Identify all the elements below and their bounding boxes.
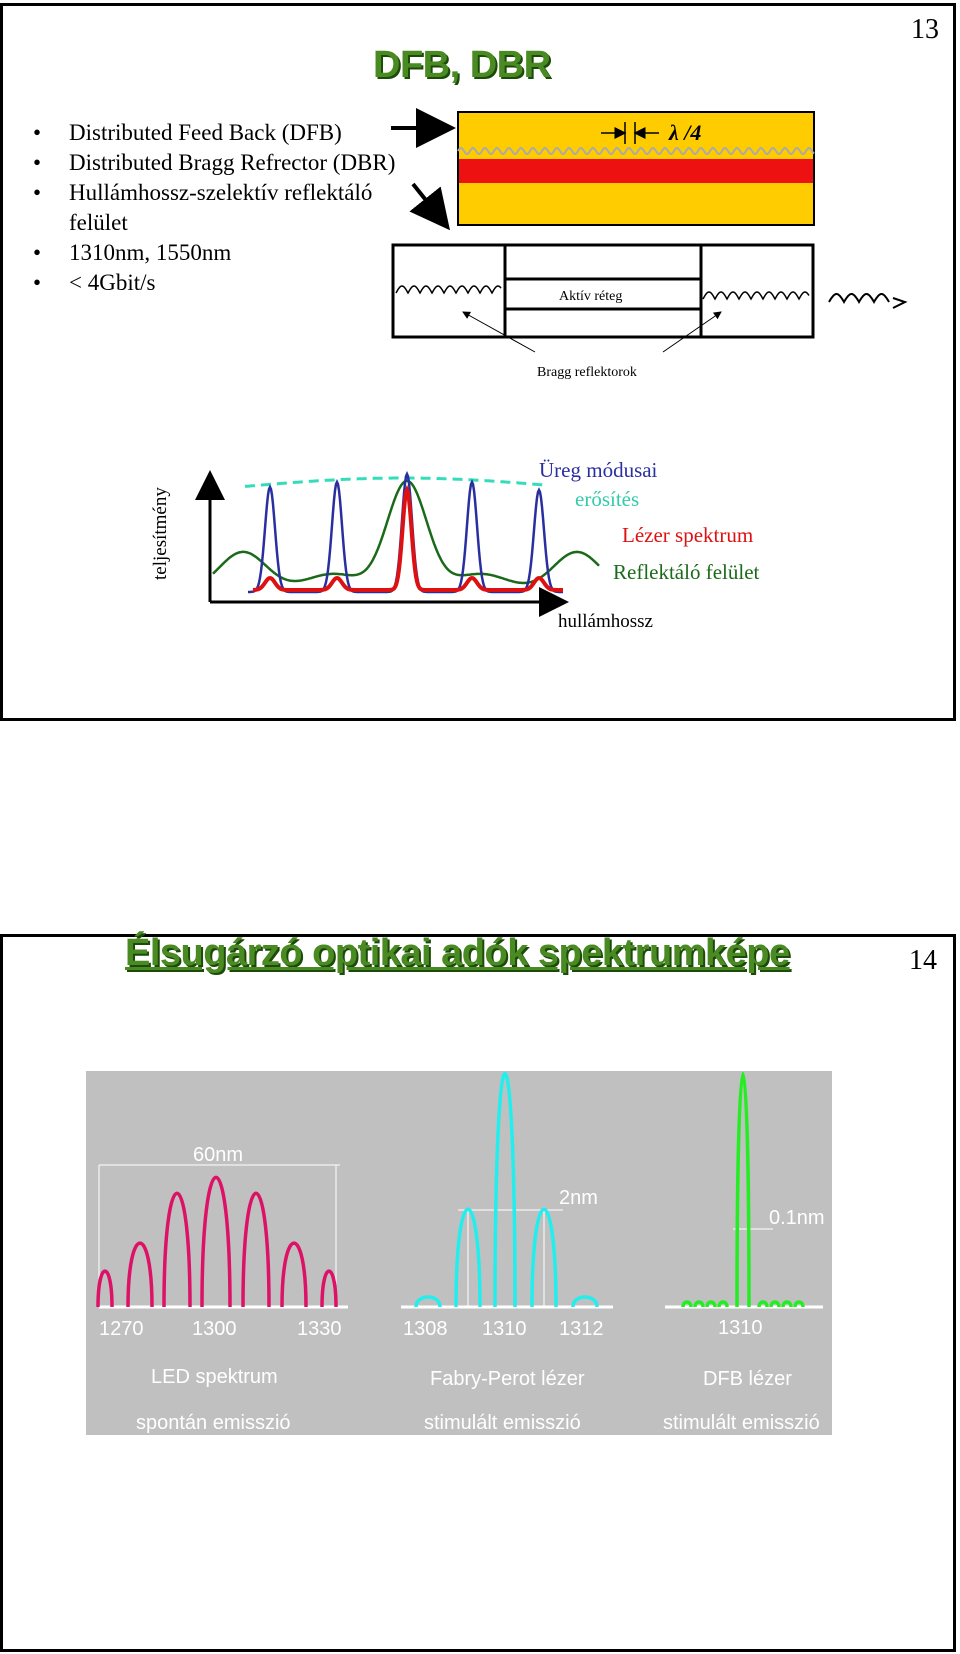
- led-width-label: 60nm: [193, 1144, 244, 1166]
- legend-reflector: Reflektáló felület: [613, 560, 760, 584]
- led-name: LED spektrum: [151, 1366, 278, 1388]
- bullet-item: • Distributed Feed Back (DFB): [33, 118, 409, 148]
- legend-laser-spectrum: Lézer spektrum: [622, 523, 754, 547]
- gain-curve: [245, 478, 545, 486]
- led-tick-1330: 1330: [297, 1318, 342, 1340]
- x-axis-label: hullámhossz: [558, 611, 653, 632]
- fp-tick-1308: 1308: [403, 1318, 448, 1340]
- dfb-name: DFB lézer: [703, 1368, 792, 1390]
- dfb-tick-1310: 1310: [718, 1317, 763, 1339]
- bullet-item: • Distributed Bragg Refrector (DBR): [33, 148, 409, 178]
- slide-13: [0, 3, 956, 721]
- fp-name: Fabry-Perot lézer: [430, 1368, 585, 1390]
- bullet-item: • < 4Gbit/s: [33, 268, 409, 298]
- dfb-emission: stimulált emisszió: [663, 1412, 820, 1434]
- active-stripe: [458, 159, 814, 183]
- substrate-layer: [458, 183, 814, 225]
- bullet-item: • Hullámhossz-szelektív reflektáló felület: [33, 178, 409, 238]
- legend-cavity-modes: Üreg módusai: [539, 458, 658, 482]
- spectrum-plot: [150, 458, 760, 632]
- dbr-arrow: [413, 184, 445, 224]
- fp-tick-1312: 1312: [559, 1318, 604, 1340]
- page-number: 13: [911, 14, 939, 45]
- bullet-item: • 1310nm, 1550nm: [33, 238, 409, 268]
- y-axis-label: teljesítmény: [150, 487, 171, 580]
- active-layer-label: Aktív réteg: [559, 289, 623, 304]
- dfb-width-label: 0.1nm: [769, 1207, 825, 1229]
- led-tick-1270: 1270: [99, 1318, 144, 1340]
- dbr-structure: [393, 245, 905, 380]
- led-emission: spontán emisszió: [136, 1412, 291, 1434]
- bragg-label: Bragg reflektorok: [537, 365, 637, 380]
- led-tick-1300: 1300: [192, 1318, 237, 1340]
- output-wave: [829, 294, 889, 302]
- dfb-dbr-diagram: [3, 6, 953, 718]
- page-number: 14: [909, 945, 937, 976]
- laser-spectrum-curve: [253, 490, 563, 590]
- slide-title: Élsugárzó optikai adók spektrumképe: [125, 932, 790, 974]
- lambda-label: λ /4: [669, 120, 702, 145]
- fp-width-label: 2nm: [559, 1187, 598, 1209]
- output-arrow-icon: [893, 298, 905, 308]
- slide-title: DFB, DBR: [373, 44, 551, 86]
- reflector-wave-left: [396, 286, 501, 293]
- fp-tick-1310: 1310: [482, 1318, 527, 1340]
- spectrum-panel: [3, 937, 953, 1649]
- reflector-wave-right: [703, 292, 809, 299]
- fp-emission: stimulált emisszió: [424, 1412, 581, 1434]
- slide-14: [0, 934, 956, 1652]
- dfb-structure: [458, 112, 814, 225]
- legend-gain: erősítés: [575, 487, 640, 511]
